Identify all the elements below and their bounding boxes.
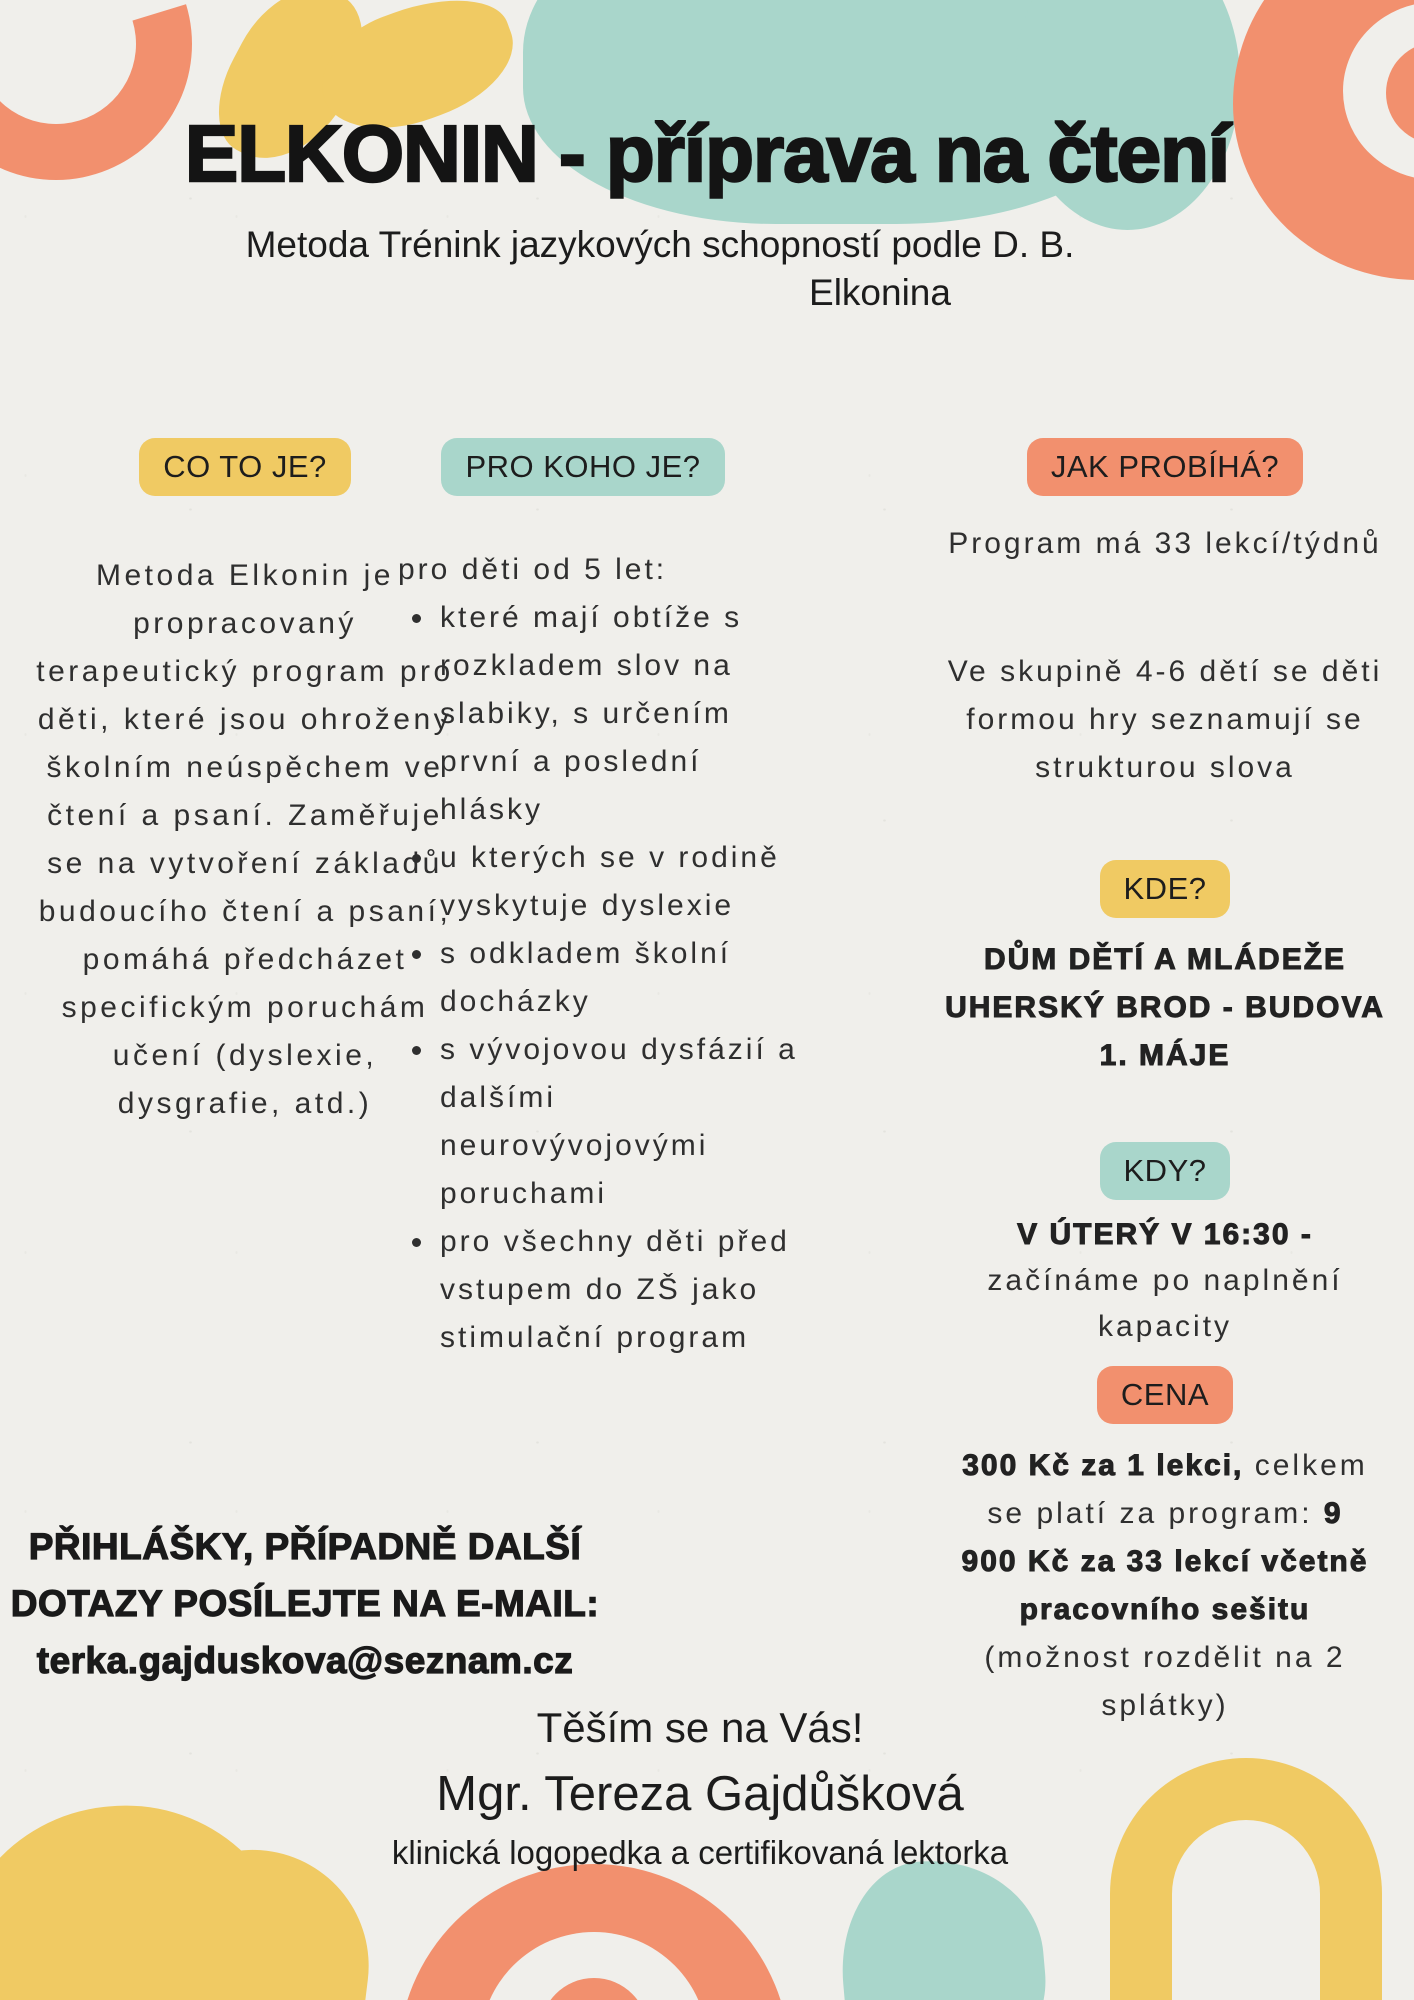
- price-note-text: celkem se platí za program:: [987, 1449, 1368, 1530]
- who-bullet-list: [398, 594, 798, 1362]
- signature-block: [240, 1704, 1160, 1872]
- who-list-block: [398, 546, 798, 1362]
- contact-email: terka.gajduskova@seznam.cz: [36, 1640, 574, 1681]
- price-per-lesson-text: 300 Kč za 1 lekci,: [962, 1449, 1244, 1482]
- contact-block: [10, 1518, 600, 1689]
- price-installments-text: (možnost rozdělit na 2 splátky): [984, 1641, 1346, 1722]
- when-note-text: začínáme po naplnění kapacity: [987, 1264, 1343, 1343]
- where-address-text: DŮM DĚTÍ A MLÁDEŽE UHERSKÝ BROD - BUDOVA 1. MÁJE: [945, 943, 1385, 1072]
- how-badge-wrap: [945, 438, 1385, 496]
- author-name: Mgr. Tereza Gajdůšková: [436, 1767, 964, 1821]
- what-badge-wrap: [35, 438, 455, 496]
- how-paragraph-lessons: Program má 33 lekcí/týdnů: [948, 527, 1382, 560]
- when-badge: KDY?: [1100, 1142, 1231, 1200]
- how-section-badge: JAK PROBÍHÁ?: [1027, 438, 1303, 496]
- price-badge-wrap: [945, 1366, 1385, 1424]
- who-bullet-item: • které mají obtíže s rozkladem slov na slabiky, s určením první a poslední hlásky: [436, 594, 798, 834]
- where-badge-wrap: [945, 860, 1385, 918]
- what-section-badge: CO TO JE?: [139, 438, 351, 496]
- price-text: [955, 1442, 1375, 1730]
- who-badge-wrap: [393, 438, 773, 496]
- price-total-text: 9 900 Kč za 33 lekcí včetně pracovního sešitu: [961, 1497, 1369, 1626]
- contact-line-2: DOTAZY POSÍLEJTE NA E-MAIL:: [10, 1583, 600, 1624]
- page-title: ELKONIN - příprava na čtení: [184, 109, 1230, 198]
- bottom-teal-blob-shape: [833, 1852, 1053, 2000]
- who-bullet-item: • u kterých se v rodině vyskytuje dyslexie: [436, 834, 798, 930]
- where-badge: KDE?: [1100, 860, 1231, 918]
- who-bullet-item: • s odkladem školní docházky: [436, 930, 798, 1026]
- when-badge-wrap: [945, 1142, 1385, 1200]
- closing-text: Těším se na Vás!: [536, 1704, 864, 1751]
- contact-line-1: PŘIHLÁŠKY, PŘÍPADNĚ DALŠÍ: [28, 1526, 582, 1567]
- how-paragraph-groups: Ve skupině 4-6 dětí se děti formou hry seznamují se strukturou slova: [947, 655, 1383, 784]
- author-role: klinická logopedka a certifikovaná lektorka: [391, 1834, 1009, 1871]
- what-body-text: Metoda Elkonin je propracovaný terapeutický program pro děti, které jsou ohroženy školním neúspěchem ve čtení a psaní. Zaměřuje se na vytvoření základů budoucího čtení a psaní, pomáhá předcházet specifickým poruchám učení (dyslexie, dysgrafie, atd.): [36, 559, 454, 1120]
- when-time-text: V ÚTERÝ V 16:30 -: [1017, 1218, 1313, 1251]
- who-section-badge: PRO KOHO JE?: [441, 438, 724, 496]
- subtitle-line-2: Elkonina: [809, 272, 951, 313]
- who-bullet-item: • pro všechny děti před vstupem do ZŠ jako stimulační program: [436, 1218, 798, 1362]
- who-intro-text: pro děti od 5 let:: [398, 553, 668, 586]
- price-badge: CENA: [1097, 1366, 1233, 1424]
- who-bullet-item: • s vývojovou dysfázií a dalšími neurovývojovými poruchami: [436, 1026, 798, 1218]
- subtitle-line-1: Metoda Trénink jazykových schopností podle D. B.: [245, 224, 1075, 265]
- when-text: [945, 1212, 1385, 1350]
